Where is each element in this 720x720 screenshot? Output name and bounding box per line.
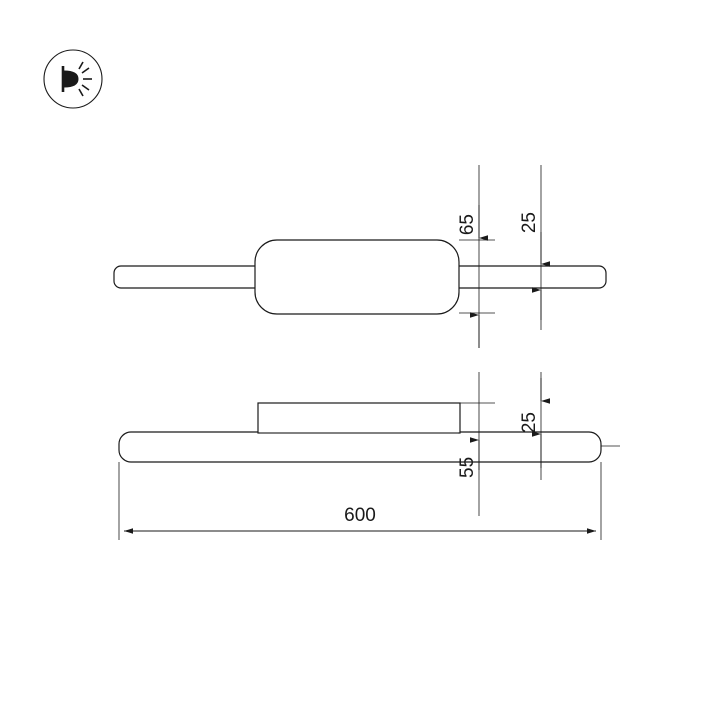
top-view-dim-25-label: 25 xyxy=(519,212,540,234)
front-view-dim-600-label: 600 xyxy=(344,505,376,526)
top-view-dim-65-label: 65 xyxy=(457,214,478,236)
front-view-dim-25-label: 25 xyxy=(519,412,540,434)
front-view-dimension-600 xyxy=(124,505,596,531)
front-view-dim-55-label: 55 xyxy=(457,456,478,478)
top-view-geometry xyxy=(114,240,606,314)
wall-mounted-light-symbol-icon xyxy=(44,50,102,108)
